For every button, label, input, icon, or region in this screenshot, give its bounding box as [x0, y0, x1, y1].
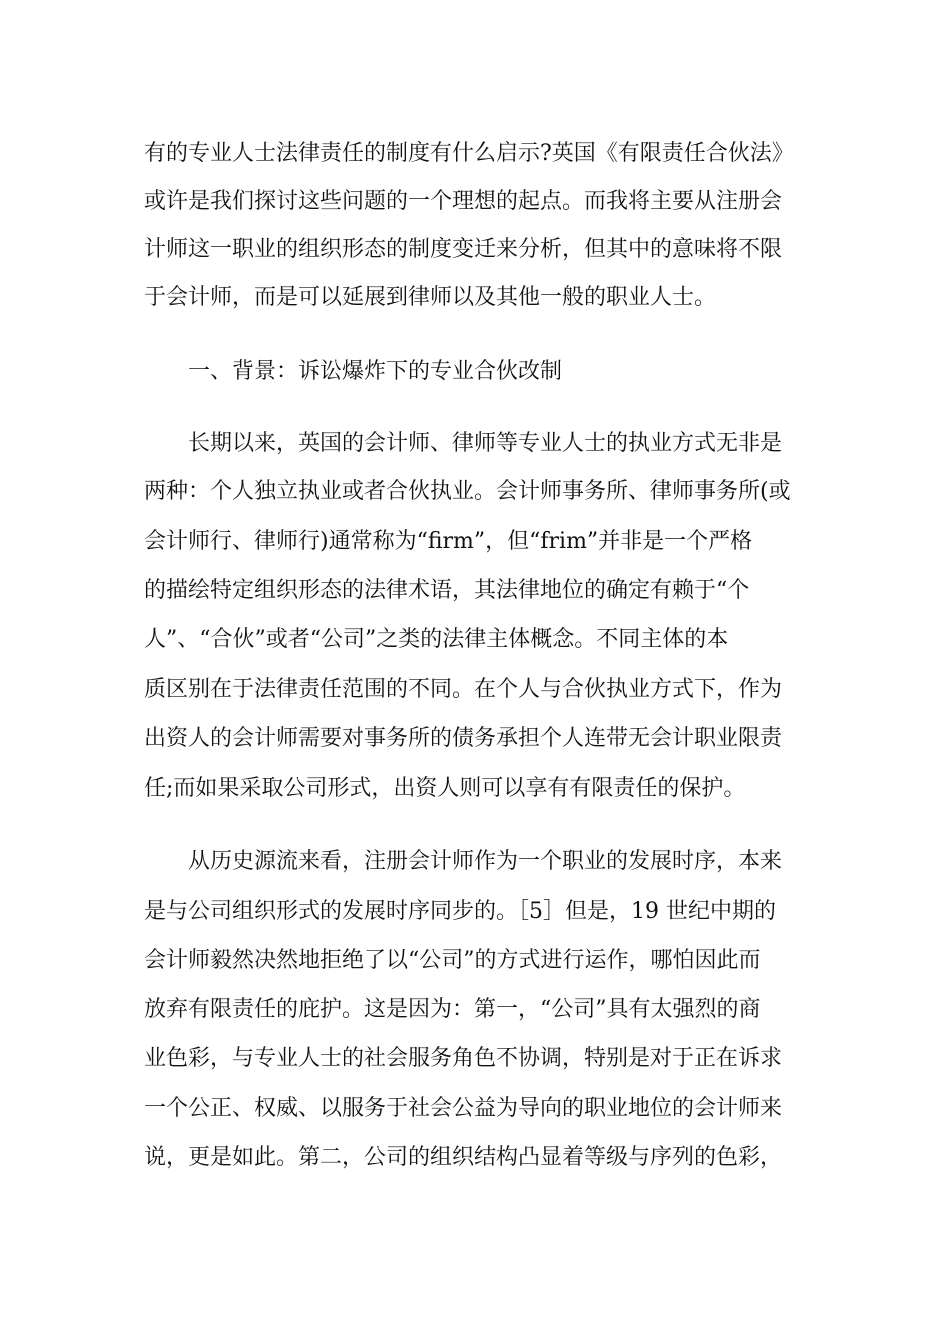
paragraph-2-line-6: 质区别在于法律责任范围的不同。在个人与合伙执业方式下，作为	[144, 677, 783, 702]
paragraph-2-line-8: 任;而如果采取公司形式，出资人则可以享有有限责任的保护。	[144, 776, 746, 801]
paragraph-1-line-4: 于会计师，而是可以延展到律师以及其他一般的职业人士。	[144, 285, 717, 310]
paragraph-2-line-2: 两种：个人独立执业或者合伙执业。会计师事务所、律师事务所(或	[144, 479, 791, 504]
paragraph-2-line-1: 长期以来，英国的会计师、律师等专业人士的执业方式无非是	[188, 431, 783, 456]
paragraph-2-line-3: 会计师行、律师行)通常称为“firm”，但“frim”并非是一个严格	[144, 529, 753, 554]
paragraph-1-line-2: 或许是我们探讨这些问题的一个理想的起点。而我将主要从注册会	[144, 189, 783, 214]
paragraph-3-line-3: 会计师毅然决然地拒绝了以“公司”的方式进行运作，哪怕因此而	[144, 948, 761, 973]
paragraph-3-line-4: 放弃有限责任的庇护。这是因为：第一，“公司”具有太强烈的商	[144, 997, 761, 1022]
paragraph-2-line-7: 出资人的会计师需要对事务所的债务承担个人连带无会计职业限责	[144, 726, 783, 751]
paragraph-3-line-5: 业色彩，与专业人士的社会服务角色不协调，特别是对于正在诉求	[144, 1046, 783, 1071]
paragraph-3-line-1: 从历史源流来看，注册会计师作为一个职业的发展时序，本来	[188, 849, 783, 874]
paragraph-1-line-1: 有的专业人士法律责任的制度有什么启示?英国《有限责任合伙法》	[144, 141, 794, 166]
paragraph-3-line-2: 是与公司组织形式的发展时序同步的。［5］但是，19 世纪中期的	[144, 899, 776, 924]
paragraph-1-line-3: 计师这一职业的组织形态的制度变迁来分析，但其中的意味将不限	[144, 237, 783, 262]
paragraph-2-line-4: 的描绘特定组织形态的法律术语，其法律地位的确定有赖于“个	[144, 578, 750, 603]
paragraph-2-line-5: 人”、“合伙”或者“公司”之类的法律主体概念。不同主体的本	[144, 627, 729, 652]
paragraph-3-line-6: 一个公正、权威、以服务于社会公益为导向的职业地位的会计师来	[144, 1096, 783, 1121]
section-heading: 一、背景：诉讼爆炸下的专业合伙改制	[188, 359, 563, 384]
paragraph-3-line-7: 说，更是如此。第二，公司的组织结构凸显着等级与序列的色彩，	[144, 1145, 783, 1170]
